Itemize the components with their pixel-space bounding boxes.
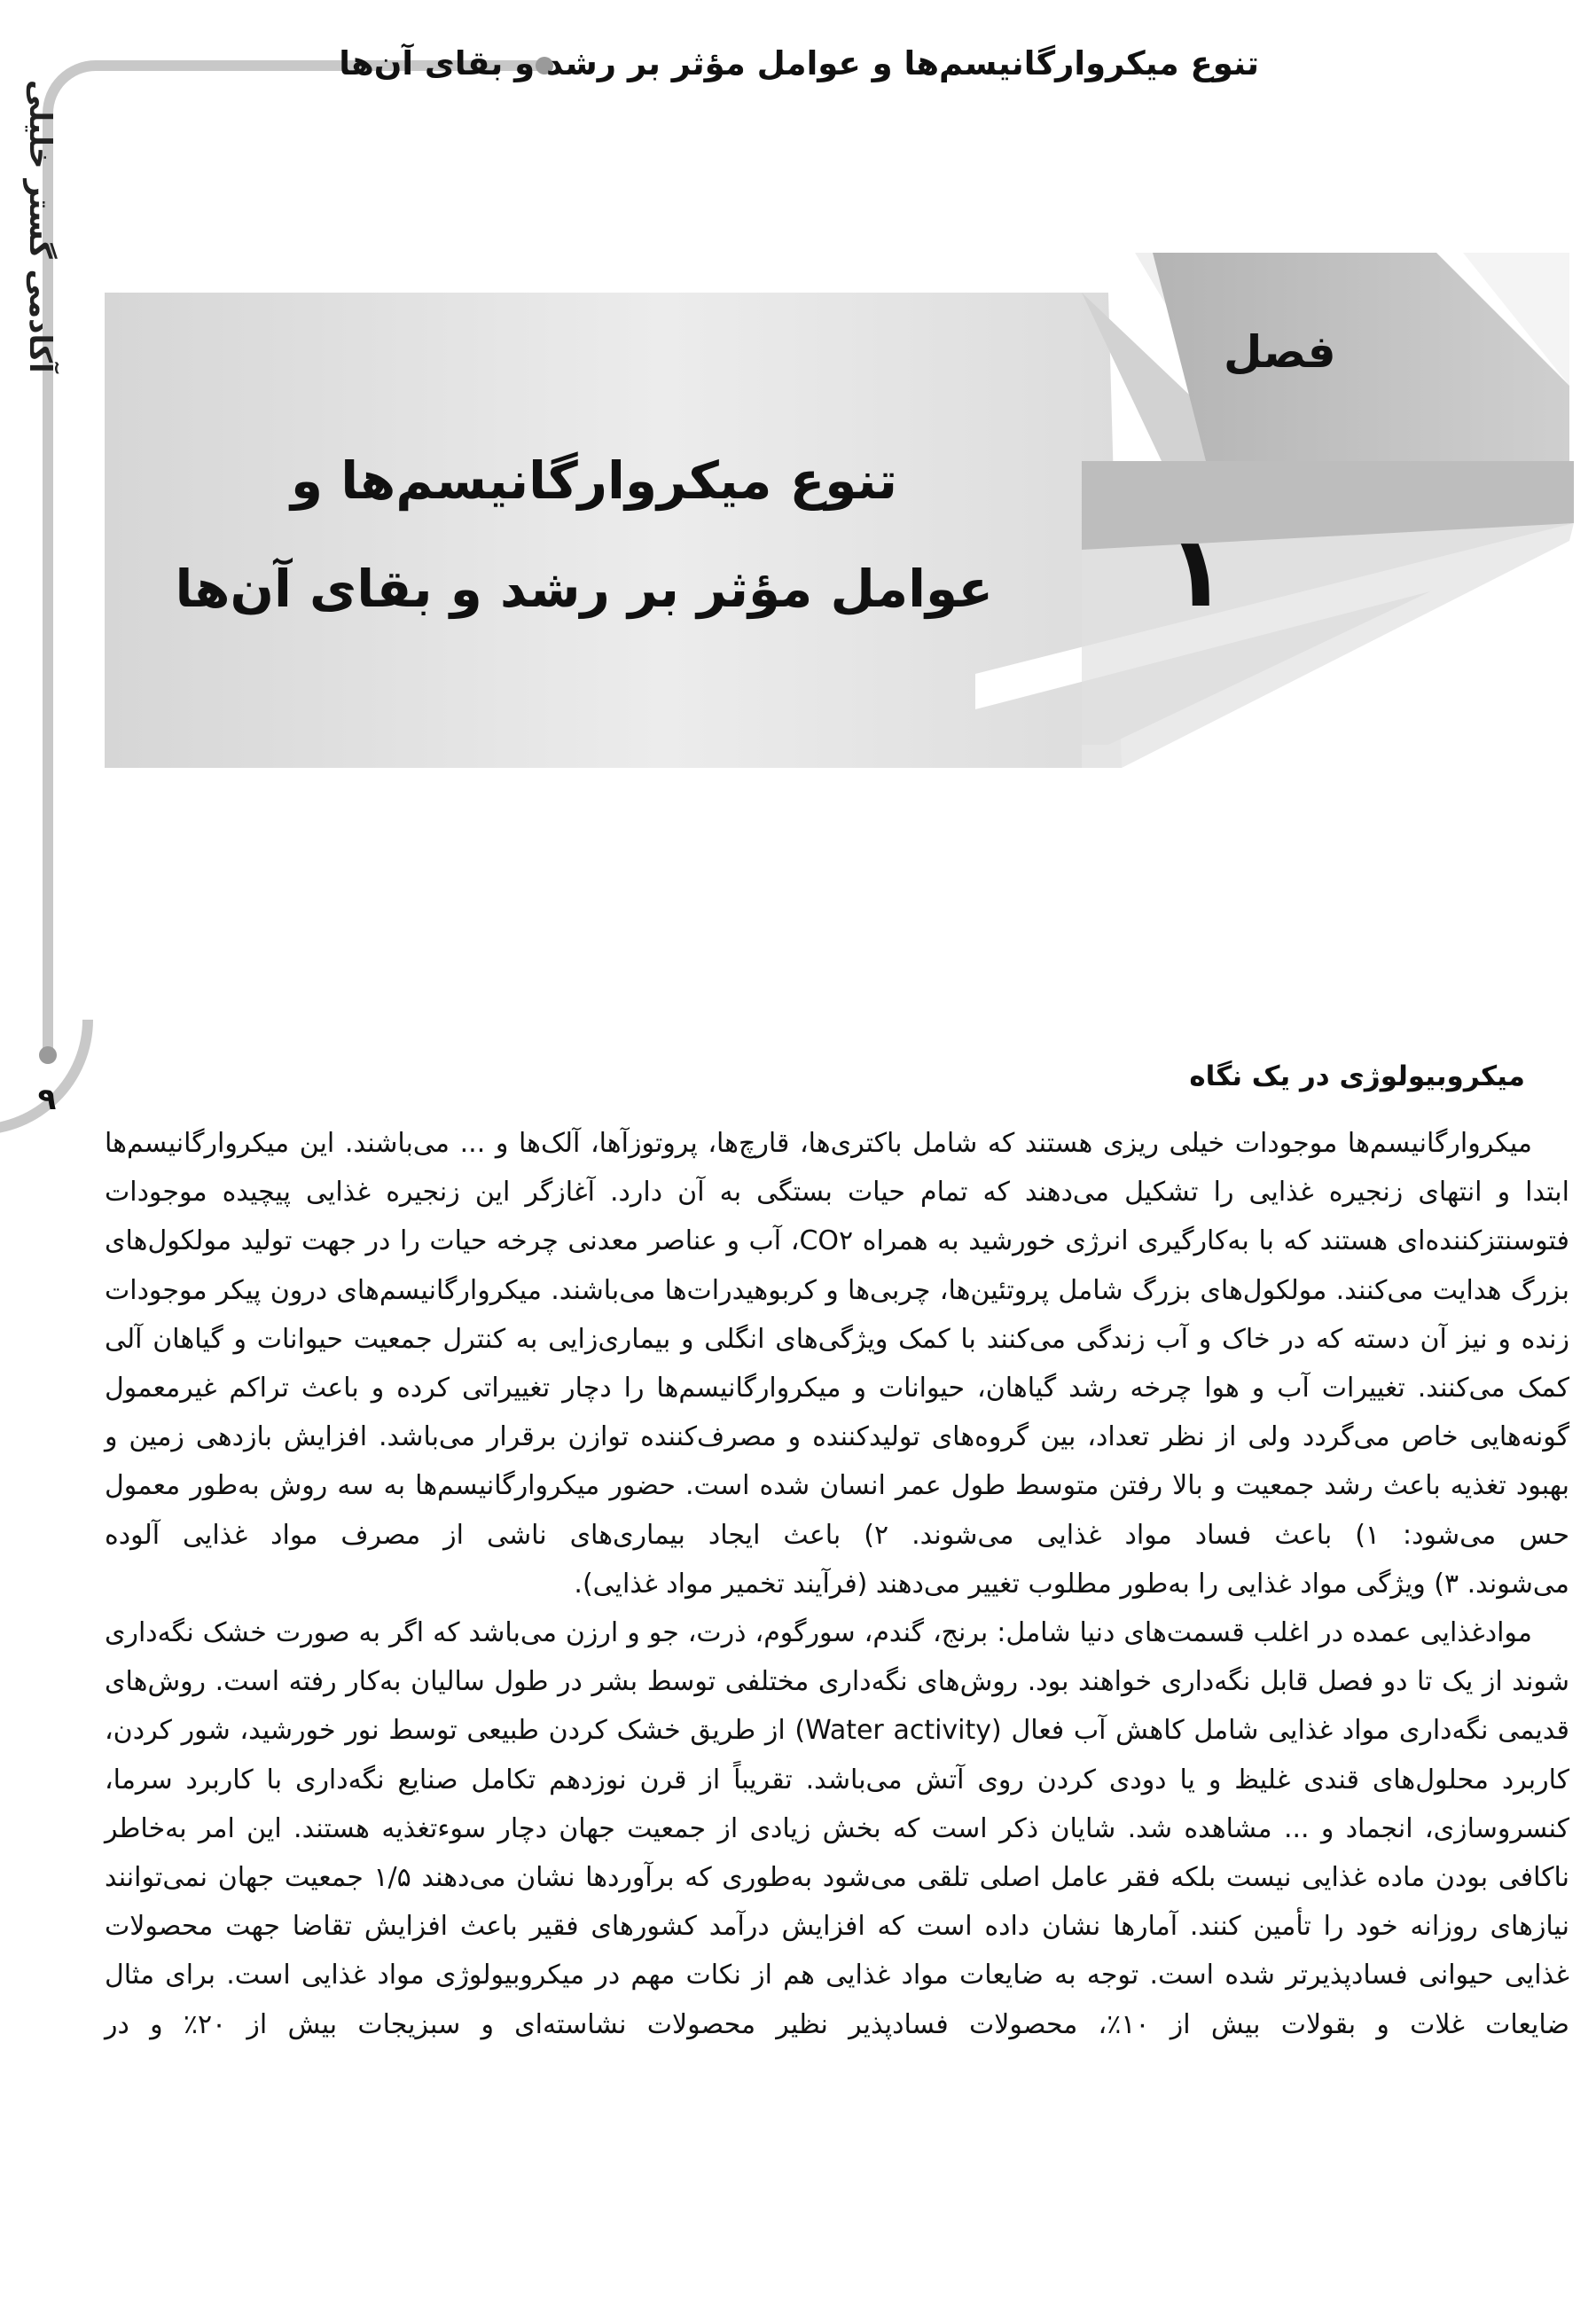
text-line: می‌شوند. ۳) ویژگی مواد غذایی را به‌طور مطلوب تغییر می‌دهند (فرآیند تخمیر مواد غذایی). <box>574 1568 1569 1600</box>
text-line: تغذیه باعث رشد جمعیت و بالا رفتن متوسط طول عمر انسان شده است. حضور میکروارگانیسم‌ها به سه روش به‌طور <box>190 1470 1506 1502</box>
text-line: عامل اصلی تلقی می‌شود به‌طوری که برآوردها نشان می‌دهند ۱/۵ جمعیت جهان نمی‌توانند نیازهای روزانه خود را تأمین <box>105 1862 1569 1943</box>
text-line: چرخه حیات را در جهت تولید مولکول‌های بزرگ هدایت می‌کنند. مولکول‌های بزرگ شامل پروتئین‌ها، چربی‌ها و <box>105 1225 1570 1306</box>
text-line: موادغذایی عمده در اغلب قسمت‌های دنیا شامل: برنج، گندم، سورگوم، ذرت، جو و ارزن می‌باشد که اگر به صورت <box>275 1617 1533 1649</box>
paragraph-1-last-line <box>105 1560 1569 1608</box>
paragraph-2 <box>105 1608 1569 2049</box>
banner-main-band <box>105 293 1122 768</box>
page-number: ۹ <box>37 1082 57 1117</box>
side-publisher-title: آکادمی گستر خلیلی <box>22 80 58 373</box>
text-line: می‌گردد ولی از نظر تعداد، بین گروه‌های تولیدکننده و مصرف‌کننده توازن برقرار می‌باشد. افزایش بازدهی زمین و بهبود <box>105 1421 1569 1502</box>
text-line: فسادپذیرتر شده است. توجه به ضایعات مواد غذایی هم از نکات مهم در میکروبیولوژی مواد غذایی است. برای مثال <box>105 1960 1408 1991</box>
paragraph-1 <box>105 1119 1569 1560</box>
text-line: ضایعات غلات و بقولات بیش از ۱۰٪، محصولات فسادپذیر نظیر محصولات نشاسته‌ای و سبزیجات بیش از ۲۰٪ و در <box>105 2008 1569 2040</box>
page-number-arc <box>0 1020 93 1135</box>
section-heading: میکروبیولوژی در یک نگاه <box>1189 1060 1525 1092</box>
text-line: سالیان به‌کار رفته است. روش‌های قدیمی نگه‌داری مواد غذایی شامل کاهش آب فعال (Water activity) از طریق <box>105 1666 1569 1747</box>
body-text <box>105 1119 1569 2049</box>
chapter-banner <box>0 0 1596 798</box>
text-line: خشک کردن طبیعی توسط نور خورشید، شور کردن، کاربرد محلول‌های قندی غلیظ و یا دودی کردن روی آتش <box>105 1715 1569 1796</box>
text-line: با کمک ویژگی‌های انگلی و بیماری‌زایی به کنترل جمعیت حیوانات و گیاهان آلی کمک می‌کنند. تغییرات آب و هوا <box>105 1323 1569 1404</box>
text-line: کربوهیدرات‌ها می‌باشند. میکروارگانیسم‌های درون پیکر موجودات زنده و نیز آن دسته که در خاک و آب زندگی می‌کنند <box>105 1274 1569 1355</box>
text-line: معمول حس می‌شود: ۱) باعث فساد مواد غذایی می‌شوند. ۲) باعث ایجاد بیماری‌های ناشی از مصرف مواد غذایی آلوده <box>105 1470 1569 1551</box>
text-line: چرخه رشد گیاهان، حیوانات و میکروارگانیسم‌ها را دچار تغییراتی کرده و باعث تراکم غیرمعمول گونه‌هایی خاص <box>105 1373 1569 1453</box>
chapter-title-line-2: عوامل مؤثر بر رشد و بقای آن‌ها <box>175 559 993 619</box>
text-line: کنند. آمارها نشان داده است که افزایش درآمد کشورهای فقیر باعث افزایش تقاضا جهت محصولات غذایی حیوانی <box>105 1911 1569 1991</box>
chapter-title-line-1: تنوع میکروارگانیسم‌ها و <box>290 450 898 511</box>
chapter-number: ۱ <box>1167 515 1227 629</box>
text-line: است که بخش زیادی از جمعیت جهان دچار سوءتغذیه هستند. این امر به‌خاطر ناکافی بودن ماده غذایی نیست بلکه فقر <box>105 1812 1570 1894</box>
chapter-label: فصل <box>1224 326 1336 378</box>
text-line: می‌باشد. تقریباً از قرن نوزدهم تکامل صنایع نگه‌داری با کاربرد سرما، کنسروسازی، انجماد و ... مشاهده شد. شایان ذکر <box>105 1764 1569 1844</box>
text-line: خشک نگه‌داری شوند از یک تا دو فصل قابل نگه‌داری خواهند بود. روش‌های نگه‌داری مختلفی توسط بشر در طول <box>105 1617 1569 1698</box>
text-line: غذایی پیچیده موجودات فتوسنتزکننده‌ای هستند که با به‌کارگیری انرژی خورشید به همراه CO۲، آب و عناصر معدنی <box>105 1177 1570 1257</box>
text-line: میکروارگانیسم‌ها موجودات خیلی ریزی هستند که شامل باکتری‌ها، قارچ‌ها، پروتوزآها، آلک‌ها و ... می‌باشند. این <box>299 1128 1532 1159</box>
text-line: میکروارگانیسم‌ها ابتدا و انتهای زنجیره غذایی را تشکیل می‌دهند که تمام حیات بستگی به آن دارد. آغازگر این زنجیره <box>105 1128 1569 1209</box>
running-header: تنوع میکروارگانیسم‌ها و عوامل مؤثر بر رشد و بقای آن‌ها <box>339 44 1259 82</box>
